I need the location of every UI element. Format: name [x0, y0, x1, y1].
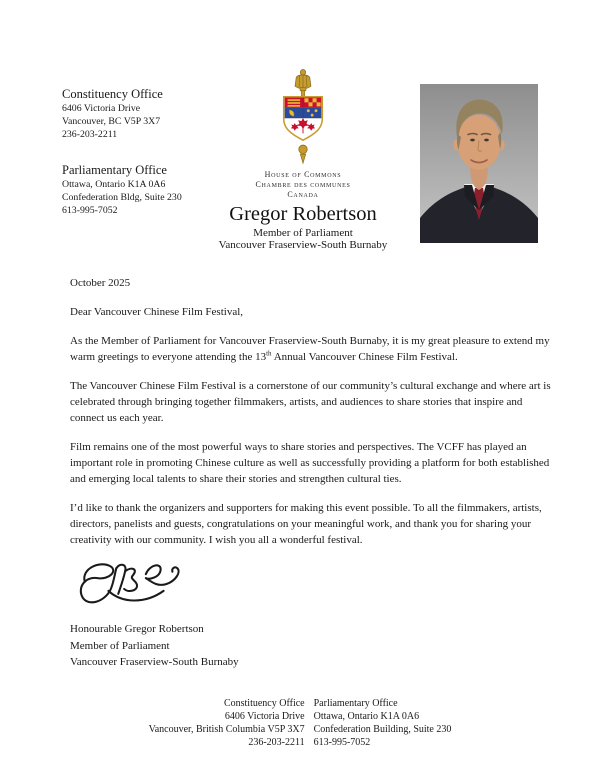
- member-title: Member of Parliament: [253, 227, 353, 239]
- office-phone: 236-203-2211: [248, 737, 305, 748]
- office-phone: 236-203-2211: [62, 129, 118, 140]
- paragraph-3: Film remains one of the most powerful ways to share stories and perspectives. The VCFF has played an important role in promoting Chinese culture as well as successfully providing a platform for both established and emerging local talents to share their stories and strengthen cultural ties.: [70, 441, 550, 485]
- closing-title: Member of Parliament: [70, 639, 170, 652]
- paragraph-2: The Vancouver Chinese Film Festival is a cornerstone of our community’s cultural exchange and where art is celebrated through bringing together filmmakers, artists, and audiences to share stories that inspire and connect us each year.: [70, 380, 551, 424]
- office-address-line: Ottawa, Ontario K1A 0A6: [62, 179, 166, 190]
- paragraph-1-text: As the Member of Parliament for Vancouver Fraserview-South Burnaby, it is my great pleasure to extend my warm greetings to everyone attending the 13: [70, 335, 550, 363]
- paragraph-1: [70, 333, 551, 365]
- masthead: [197, 66, 409, 251]
- member-portrait-photo: [420, 84, 538, 243]
- house-of-commons-crest-icon: [276, 66, 330, 168]
- signature-image: [71, 556, 199, 612]
- office-title: Parliamentary Office: [313, 698, 398, 709]
- closing-riding: Vancouver Fraserview-South Burnaby: [70, 656, 239, 668]
- closing-name: Honourable Gregor Robertson: [70, 623, 204, 635]
- paragraph-1-text: Annual Vancouver Chinese Film Festival.: [271, 351, 458, 363]
- institution-name-fr: Chambre des communes: [255, 179, 351, 189]
- member-riding: Vancouver Fraserview-South Burnaby: [218, 239, 388, 251]
- office-address-line: Vancouver, BC V5P 3X7: [62, 116, 161, 127]
- salutation: Dear Vancouver Chinese Film Festival,: [70, 306, 244, 318]
- signature-block: [70, 621, 239, 671]
- office-title: Constituency Office: [223, 698, 305, 709]
- institution-name-en: House of Commons: [264, 170, 342, 179]
- ordinal-suffix: th: [266, 349, 272, 358]
- office-address-line: Confederation Bldg, Suite 230: [62, 192, 182, 203]
- member-name: Gregor Robertson: [229, 203, 377, 225]
- office-title: Parliamentary Office: [62, 163, 167, 177]
- office-address-line: Vancouver, British Columbia V5P 3X7: [148, 724, 305, 735]
- letter-body: [70, 275, 551, 561]
- office-address-line: 6406 Victoria Drive: [62, 103, 141, 114]
- letter-date: October 2025: [70, 277, 131, 289]
- office-address-line: 6406 Victoria Drive: [224, 711, 305, 722]
- paragraph-4: I’d like to thank the organizers and supporters for making this event possible. To all the filmmakers, artists, directors, panelists and guests, congratulations on your meaningful work, and thank you for sharing your creativity with our community. I wish you all a wonderful festival.: [70, 502, 542, 546]
- office-address-line: Ottawa, Ontario K1A 0A6: [313, 711, 420, 722]
- office-phone: 613-995-7052: [62, 205, 118, 216]
- footer: [0, 697, 600, 749]
- footer-constituency-office: [149, 697, 305, 749]
- office-title: Constituency Office: [62, 87, 163, 101]
- office-phone: 613-995-7052: [313, 737, 371, 748]
- institution-country: Canada: [287, 189, 319, 199]
- footer-parliamentary-office: [314, 697, 452, 749]
- office-address-line: Confederation Building, Suite 230: [313, 724, 452, 735]
